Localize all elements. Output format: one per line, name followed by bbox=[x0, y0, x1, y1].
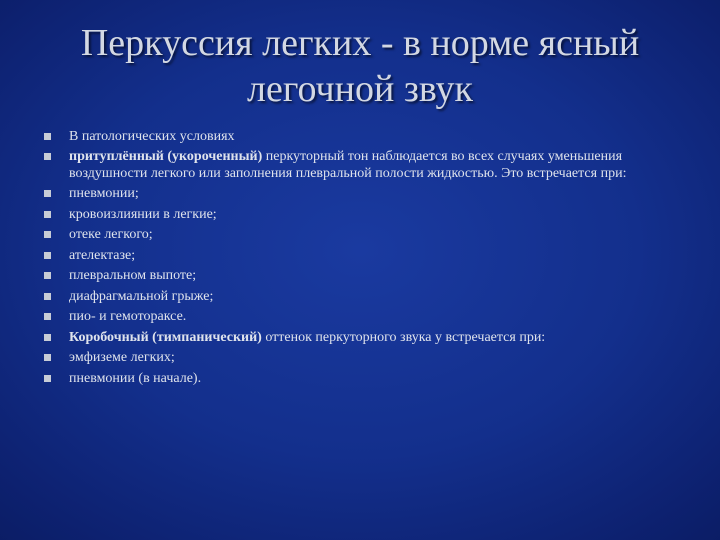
square-bullet-icon bbox=[44, 334, 51, 341]
bullet-item bbox=[44, 268, 680, 284]
bullet-text: диафрагмальной грыже; bbox=[69, 288, 214, 304]
bullet-item bbox=[44, 350, 680, 366]
bullet-item bbox=[44, 248, 680, 264]
square-bullet-icon bbox=[44, 252, 51, 259]
bullet-text: пневмонии; bbox=[69, 186, 139, 202]
bullet-item bbox=[44, 149, 680, 182]
bullet-item bbox=[44, 330, 680, 346]
bullet-item bbox=[44, 309, 680, 325]
bullet-bold-term: притуплённый (укороченный) bbox=[69, 149, 263, 165]
bullet-text: оттенок перкуторного звука у встречается при: bbox=[261, 329, 546, 345]
square-bullet-icon bbox=[44, 375, 51, 382]
bullet-text: перкуторный тон наблюдается во всех случаях уменьшения воздушности легкого или заполнения плевральной полости жидкостью. Это встречается при: bbox=[69, 149, 627, 181]
bullet-text: эмфиземе легких; bbox=[69, 350, 175, 366]
bullet-item bbox=[44, 207, 680, 223]
slide-title-line-2: легочной звук bbox=[247, 68, 473, 110]
square-bullet-icon bbox=[44, 153, 51, 160]
square-bullet-icon bbox=[44, 313, 51, 320]
bullet-bold-term: Коробочный (тимпанический) bbox=[69, 329, 262, 345]
square-bullet-icon bbox=[44, 211, 51, 218]
bullet-item bbox=[44, 227, 680, 243]
bullet-text: кровоизлиянии в легкие; bbox=[69, 206, 217, 222]
bullet-item bbox=[44, 289, 680, 305]
bullet-text: пневмонии (в начале). bbox=[69, 370, 202, 386]
square-bullet-icon bbox=[44, 293, 51, 300]
bullet-text: отеке легкого; bbox=[69, 227, 153, 243]
square-bullet-icon bbox=[44, 272, 51, 279]
square-bullet-icon bbox=[44, 231, 51, 238]
slide-title-line-1: Перкуссия легких - в норме ясный bbox=[80, 22, 640, 64]
bullet-item bbox=[44, 371, 680, 387]
bullet-text: плевральном выпоте; bbox=[69, 268, 197, 284]
square-bullet-icon bbox=[44, 133, 51, 140]
bullet-text: пио- и гемотораксе. bbox=[69, 309, 187, 325]
bullet-text: ателектазе; bbox=[69, 247, 136, 263]
bullet-item bbox=[44, 186, 680, 202]
square-bullet-icon bbox=[44, 190, 51, 197]
slide-title bbox=[30, 20, 690, 112]
bullet-list bbox=[44, 129, 680, 391]
bullet-item bbox=[44, 129, 680, 145]
square-bullet-icon bbox=[44, 354, 51, 361]
bullet-text: В патологических условиях bbox=[69, 129, 235, 144]
